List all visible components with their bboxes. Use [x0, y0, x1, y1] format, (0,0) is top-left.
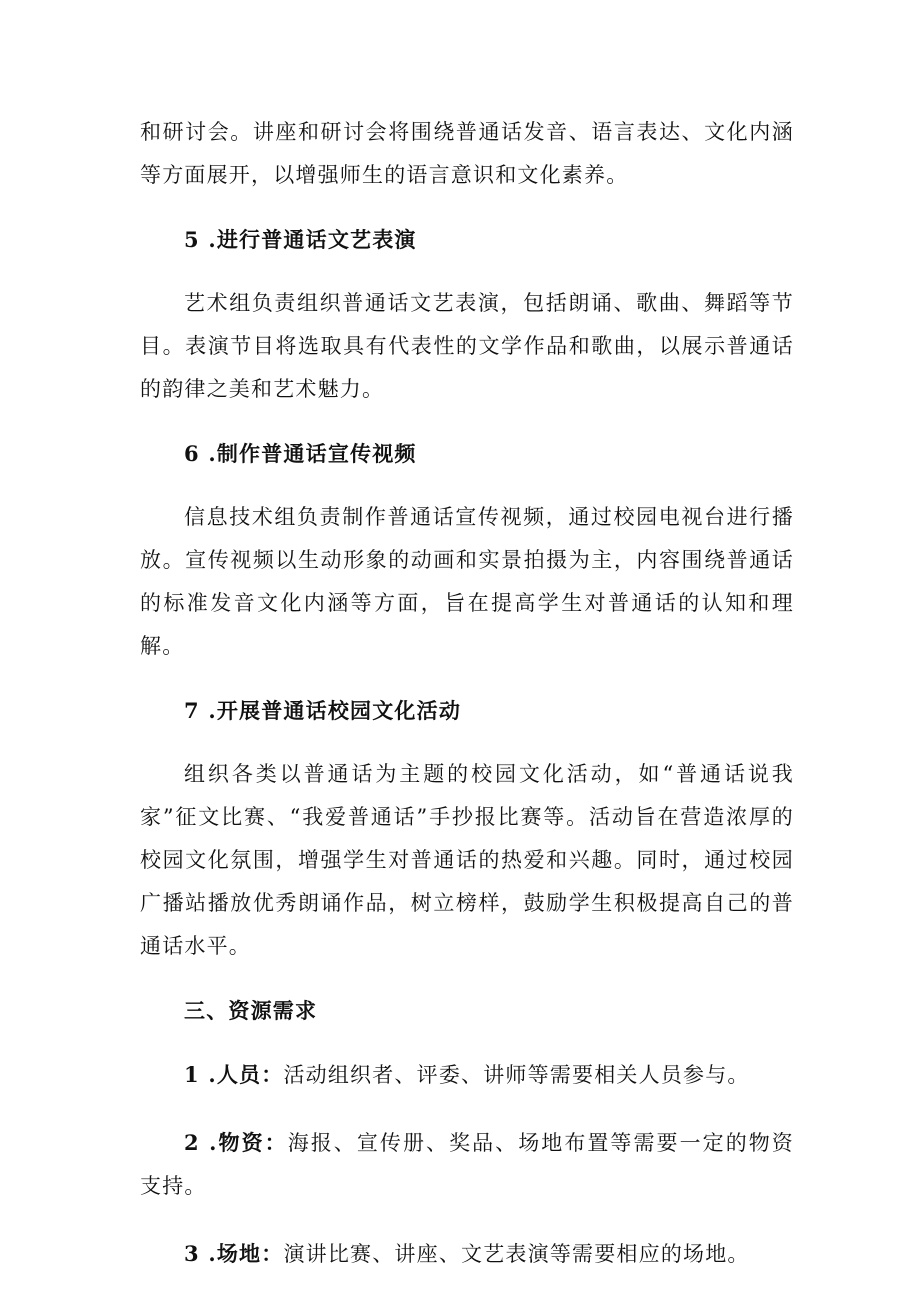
resource-item-venue — [140, 1232, 794, 1276]
resource-item-personnel — [140, 1053, 794, 1097]
paragraph-promo-video: 信息技术组负责制作普通话宣传视频，通过校园电视台进行播放。宣传视频以生动形象的动画和实景拍摄为主，内容围绕普通话的标准发音文化内涵等方面，旨在提高学生对普通话的认知和理解。 — [140, 505, 794, 658]
heading-promo-video: 6 .制作普通话宣传视频 — [184, 441, 417, 466]
resource-item-text: 活动组织者、评委、讲师等需要相关人员参与。 — [283, 1063, 750, 1087]
paragraph-art-performance: 艺术组负责组织普通话文艺表演，包括朗诵、歌曲、舞蹈等节目。表演节目将选取具有代表性的文学作品和歌曲，以展示普通话的韵律之美和艺术魅力。 — [140, 291, 794, 401]
resource-item-text: 演讲比赛、讲座、文艺表演等需要相应的场地。 — [283, 1242, 750, 1266]
resource-item-materials — [140, 1121, 794, 1208]
document-page — [140, 111, 794, 1276]
resource-item-lead: 3 .场地： — [184, 1241, 284, 1266]
resource-item-lead: 1 .人员： — [184, 1062, 284, 1087]
paragraph-campus-culture: 组织各类以普通话为主题的校园文化活动，如“普通话说我家”征文比赛、“我爱普通话”手抄报比赛等。活动旨在营造浓厚的校园文化氛围，增强学生对普通话的热爱和兴趣。同时，通过校园广播站播放优秀朗诵作品，树立榜样，鼓励学生积极提高自己的普通话水平。 — [140, 762, 794, 958]
heading-campus-culture: 7 .开展普通话校园文化活动 — [184, 698, 462, 723]
resource-item-lead: 2 .物资： — [184, 1130, 288, 1155]
resource-item-text: 海报、宣传册、奖品、场地布置等需要一定的物资支持。 — [140, 1131, 794, 1198]
paragraph-seminar: 和研讨会。讲座和研讨会将围绕普通话发音、语言表达、文化内涵等方面展开，以增强师生的语言意识和文化素养。 — [140, 120, 794, 187]
heading-resource-needs: 三、资源需求 — [184, 998, 318, 1023]
heading-art-performance: 5 .进行普通话文艺表演 — [184, 227, 417, 252]
